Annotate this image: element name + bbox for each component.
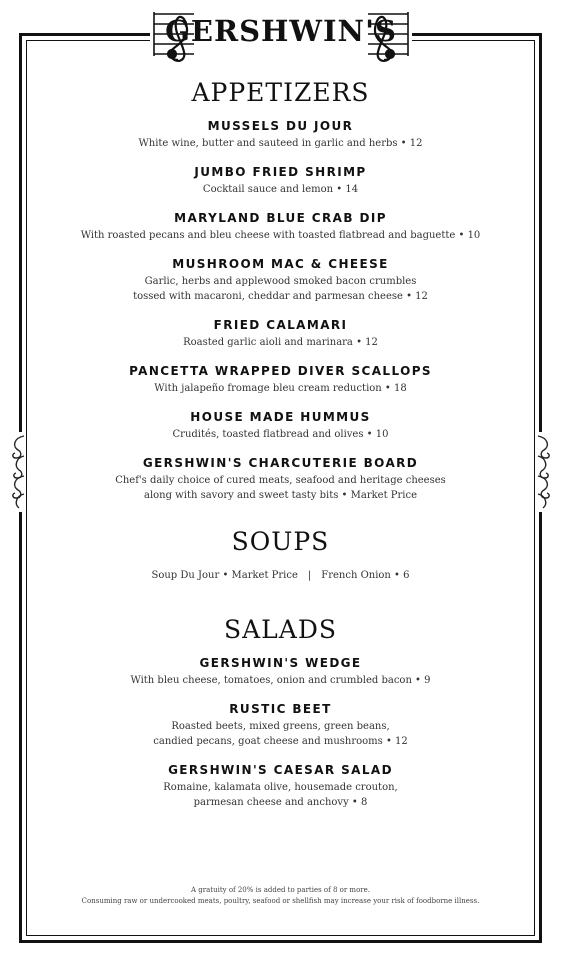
menu-item-name: GERSHWIN'S CHARCUTERIE BOARD — [142, 456, 419, 470]
menu-item-name: JUMBO FRIED SHRIMP — [194, 165, 367, 179]
scroll-ornament-icon — [10, 432, 26, 512]
salads-list — [26, 656, 535, 810]
menu-item-description: Roasted beets, mixed greens, green beans, — [171, 721, 390, 732]
soups-section — [26, 529, 535, 583]
menu-footer — [26, 885, 535, 907]
menu-item-description: Romaine, kalamata olive, housemade crouton, — [163, 782, 398, 793]
gratuity-note: A gratuity of 20% is added to parties of 8 or more. — [190, 886, 370, 894]
appetizers-section — [26, 80, 535, 503]
menu-item-description: Cocktail sauce and lemon • 14 — [202, 184, 359, 195]
salads-section — [26, 617, 535, 810]
menu-item — [26, 257, 535, 304]
menu-item — [26, 318, 535, 350]
menu-item — [26, 364, 535, 396]
menu-item-name: RUSTIC BEET — [229, 702, 332, 716]
menu-item — [26, 456, 535, 503]
menu-item-description: along with savory and sweet tasty bits • Market Price — [143, 490, 418, 501]
soup-separator: | — [307, 570, 312, 581]
menu-item-description: Garlic, herbs and applewood smoked bacon crumbles — [144, 276, 417, 287]
menu-item-name: GERSHWIN'S WEDGE — [199, 656, 362, 670]
menu-item-name: HOUSE MADE HUMMUS — [190, 410, 371, 424]
menu-item-description: candied pecans, goat cheese and mushrooms • 12 — [153, 736, 408, 747]
menu-item-description: With bleu cheese, tomatoes, onion and crumbled bacon • 9 — [130, 675, 431, 686]
menu-item-description: Roasted garlic aioli and marinara • 12 — [183, 337, 378, 348]
appetizers-title: APPETIZERS — [191, 78, 370, 107]
menu-content — [26, 70, 535, 810]
soup-du-jour: Soup Du Jour • Market Price — [151, 570, 298, 581]
menu-item-description: With roasted pecans and bleu cheese with toasted flatbread and baguette • 10 — [80, 230, 481, 241]
logo-text: GERSHWIN'S — [165, 14, 397, 48]
menu-item-description: White wine, butter and sauteed in garlic and herbs • 12 — [138, 138, 423, 149]
menu-item — [26, 763, 535, 810]
menu-item-name: GERSHWIN'S CAESAR SALAD — [168, 763, 393, 777]
soups-title: SOUPS — [231, 527, 330, 556]
restaurant-logo — [150, 6, 412, 66]
menu-item-description: tossed with macaroni, cheddar and parmesan cheese • 12 — [133, 291, 428, 302]
menu-item-name: PANCETTA WRAPPED DIVER SCALLOPS — [129, 364, 432, 378]
soups-line — [26, 568, 535, 583]
left-scroll-ornament — [10, 432, 26, 512]
menu-item — [26, 702, 535, 749]
health-warning: Consuming raw or undercooked meats, poultry, seafood or shellfish may increase your risk of foodborne illness. — [81, 897, 480, 905]
menu-item-name: MARYLAND BLUE CRAB DIP — [174, 211, 387, 225]
menu-item — [26, 410, 535, 442]
menu-item-description: Chef's daily choice of cured meats, seafood and heritage cheeses — [115, 475, 446, 486]
menu-item — [26, 656, 535, 688]
menu-item — [26, 211, 535, 243]
menu-item-name: FRIED CALAMARI — [213, 318, 348, 332]
menu-item-description: With jalapeño fromage bleu cream reduction • 18 — [154, 383, 407, 394]
appetizers-list — [26, 119, 535, 503]
scroll-ornament-icon-right — [536, 432, 552, 512]
right-scroll-ornament — [536, 432, 552, 512]
menu-item-name: MUSSELS DU JOUR — [207, 119, 354, 133]
menu-item-description: Crudités, toasted flatbread and olives • 10 — [172, 429, 389, 440]
menu-item — [26, 165, 535, 197]
menu-item — [26, 119, 535, 151]
french-onion: French Onion • 6 — [321, 570, 410, 581]
menu-item-description: parmesan cheese and anchovy • 8 — [193, 797, 368, 808]
menu-item-name: MUSHROOM MAC & CHEESE — [172, 257, 389, 271]
salads-title: SALADS — [223, 615, 337, 644]
